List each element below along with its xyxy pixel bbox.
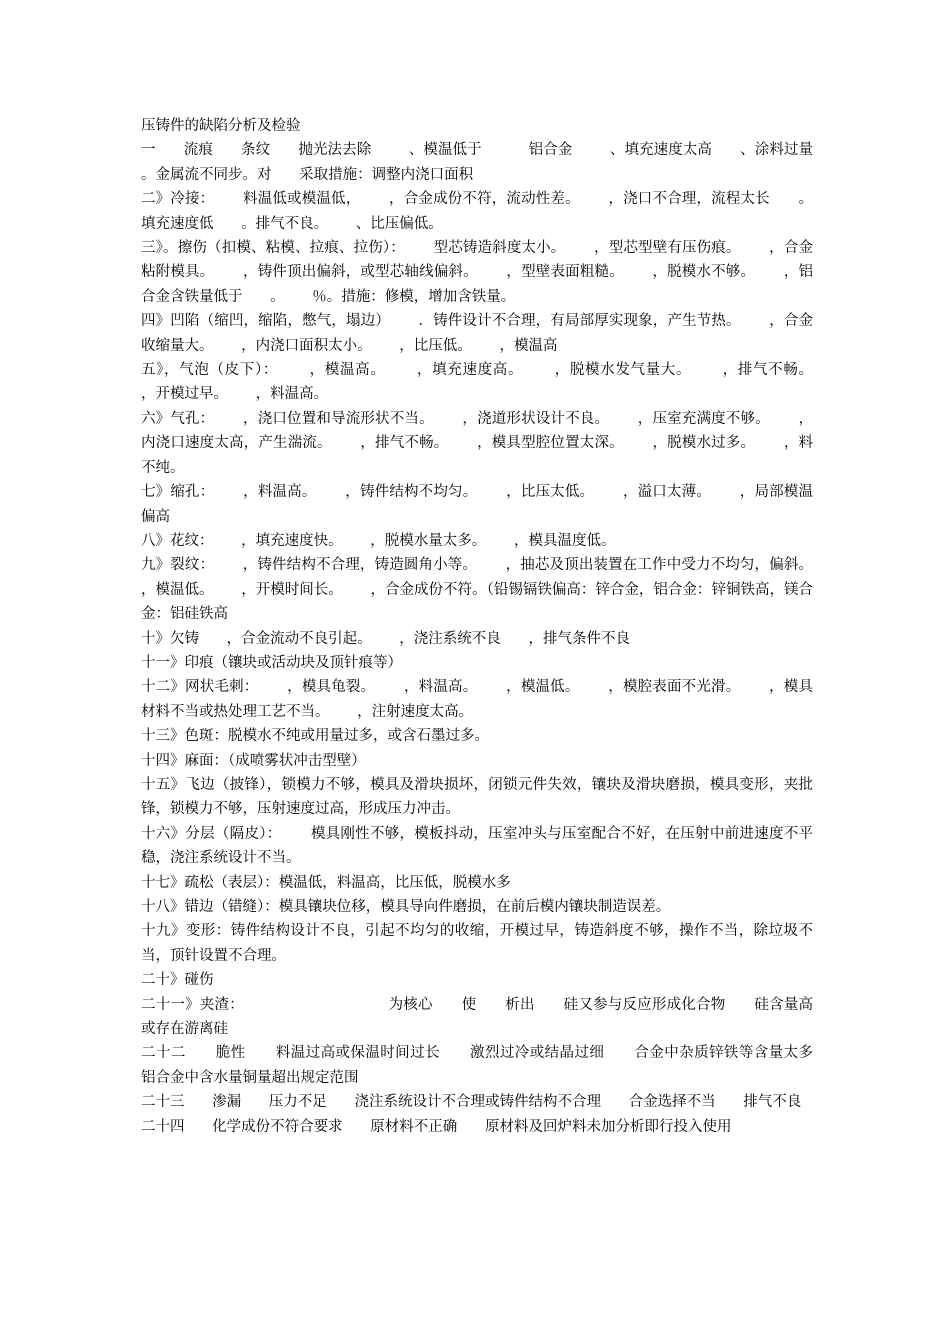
defect-paragraph-1: 一 流痕 条纹 抛光法去除 、模温低于 铝合金 、填充速度太高 、涂料过量 。金属流不同步。对 采取措施：调整内浇口面积 bbox=[141, 142, 841, 183]
document-body bbox=[141, 114, 841, 1139]
defect-paragraph-14: 十四》麻面：（成喷雾状冲击型壁） bbox=[141, 752, 366, 769]
defect-paragraph-16: 十六》分层（隔皮）： 模具刚性不够，模板抖动，压室冲头与压室配合不好，在压射中前进速度不平稳，浇注系统设计不当。 bbox=[141, 825, 813, 867]
defect-paragraph-21: 二十一》夹渣： 为核心 使 析出 硅又参与反应形成化合物 硅含量高 或存在游离硅 bbox=[141, 996, 841, 1038]
defect-paragraph-18: 十八》错边（错缝）：模具镶块位移，模具导向件磨损，在前后模内镶块制造误差。 bbox=[141, 899, 671, 915]
defect-paragraph-2: 二》冷接： 料温低或模温低， ，合金成份不符，流动性差。 ，浇口不合理，流程太长 。填充速度低 。排气不良。 、比压偏低。 bbox=[141, 191, 813, 232]
defect-paragraph-12: 十二》网状毛刺： ，模具龟裂。 ，料温高。 ，模温低。 ，模腔表面不光滑。 ，模具材料不当或热处理工艺不当。 ，注射速度太高。 bbox=[141, 679, 813, 720]
defect-paragraph-19: 十九》变形：铸件结构设计不良，引起不均匀的收缩，开模过早，铸造斜度不够，操作不当，除垃圾不当，顶针设置不合理。 bbox=[141, 923, 813, 964]
defect-paragraph-10: 十》欠铸 ，合金流动不良引起。 ，浇注系统不良 ，排气条件不良 bbox=[141, 630, 630, 647]
defect-paragraph-24: 二十四 化学成份不符合要求 原材料不正确 原材料及回炉料未加分析即行投入使用 bbox=[141, 1118, 732, 1135]
document-title: 压铸件的缺陷分析及检验 bbox=[141, 118, 301, 134]
defect-paragraph-17: 十七》疏松（表层）：模温低，料温高，比压低，脱模水多 bbox=[141, 874, 511, 891]
defect-paragraph-22: 二十二 脆性 料温过高或保温时间过长 激烈过冷或结晶过细 合金中杂质锌铁等含量太多 铝合金中含水量铜量超出规定范围 bbox=[141, 1045, 841, 1086]
defect-paragraph-7: 七》缩孔： ，料温高。 ，铸件结构不均匀。 ，比压太低。 ，溢口太薄。 ，局部模温偏高 bbox=[141, 484, 813, 525]
defect-paragraph-3: 三》。擦伤（扣模、粘模、拉痕、拉伤）： 型芯铸造斜度太小。 ，型芯型壁有压伤痕。 ，合金粘附模具。 ，铸件顶出偏斜，或型芯轴线偏斜。 ，型壁表面粗糙。 ，脱模水不够。 ，铝合金含铁量低于 。 ％。措施：修模，增加含铁量。 bbox=[141, 240, 813, 305]
defect-paragraph-23: 二十三 渗漏 压力不足 浇注系统设计不合理或铸件结构不合理 合金选择不当 排气不良 bbox=[141, 1094, 802, 1111]
defect-paragraph-6: 六》气孔： ，浇口位置和导流形状不当。 ，浇道形状设计不良。 ，压室充满度不够。 ，内浇口速度太高，产生湍流。 ，排气不畅。 ，模具型腔位置太深。 ，脱模水过多。 ，料不纯。 bbox=[141, 410, 813, 476]
defect-paragraph-15: 十五》飞边（披锋），锁模力不够，模具及滑块损坏，闭锁元件失效，镶块及滑块磨损，模具变形，夹批锋，锁模力不够，压射速度过高，形成压力冲击。 bbox=[141, 776, 813, 818]
defect-paragraph-9: 九》裂纹： ，铸件结构不合理，铸造圆角小等。 ，抽芯及顶出装置在工作中受力不均匀，偏斜。 ，模温低。 ，开模时间长。 ，合金成份不符。（铅锡镉铁偏高：锌合金，铝合金：锌铜铁高，镁合金：铝硅铁高 bbox=[141, 557, 841, 623]
defect-paragraph-5: 五》，气泡（皮下）： ，模温高。 ，填充速度高。 ，脱模水发气量大。 ，排气不畅。 ，开模过早。 ，料温高。 bbox=[141, 362, 841, 403]
defect-paragraph-11: 十一》印痕（镶块或活动块及顶针痕等） bbox=[141, 654, 402, 671]
defect-paragraph-20: 二十》碰伤 bbox=[141, 972, 214, 989]
defect-paragraph-4: 四》凹陷（缩凹，缩陷，憋气，塌边） ．铸件设计不合理，有局部厚实现象，产生节热。 ，合金收缩量大。 ，内浇口面积太小。 ，比压低。 ，模温高 bbox=[141, 313, 813, 354]
defect-paragraph-8: 八》花纹： ，填充速度快。 ，脱模水量太多。 ，模具温度低。 bbox=[141, 532, 616, 549]
defect-paragraph-13: 十三》色斑：脱模水不纯或用量过多，或含石墨过多。 bbox=[141, 728, 489, 745]
